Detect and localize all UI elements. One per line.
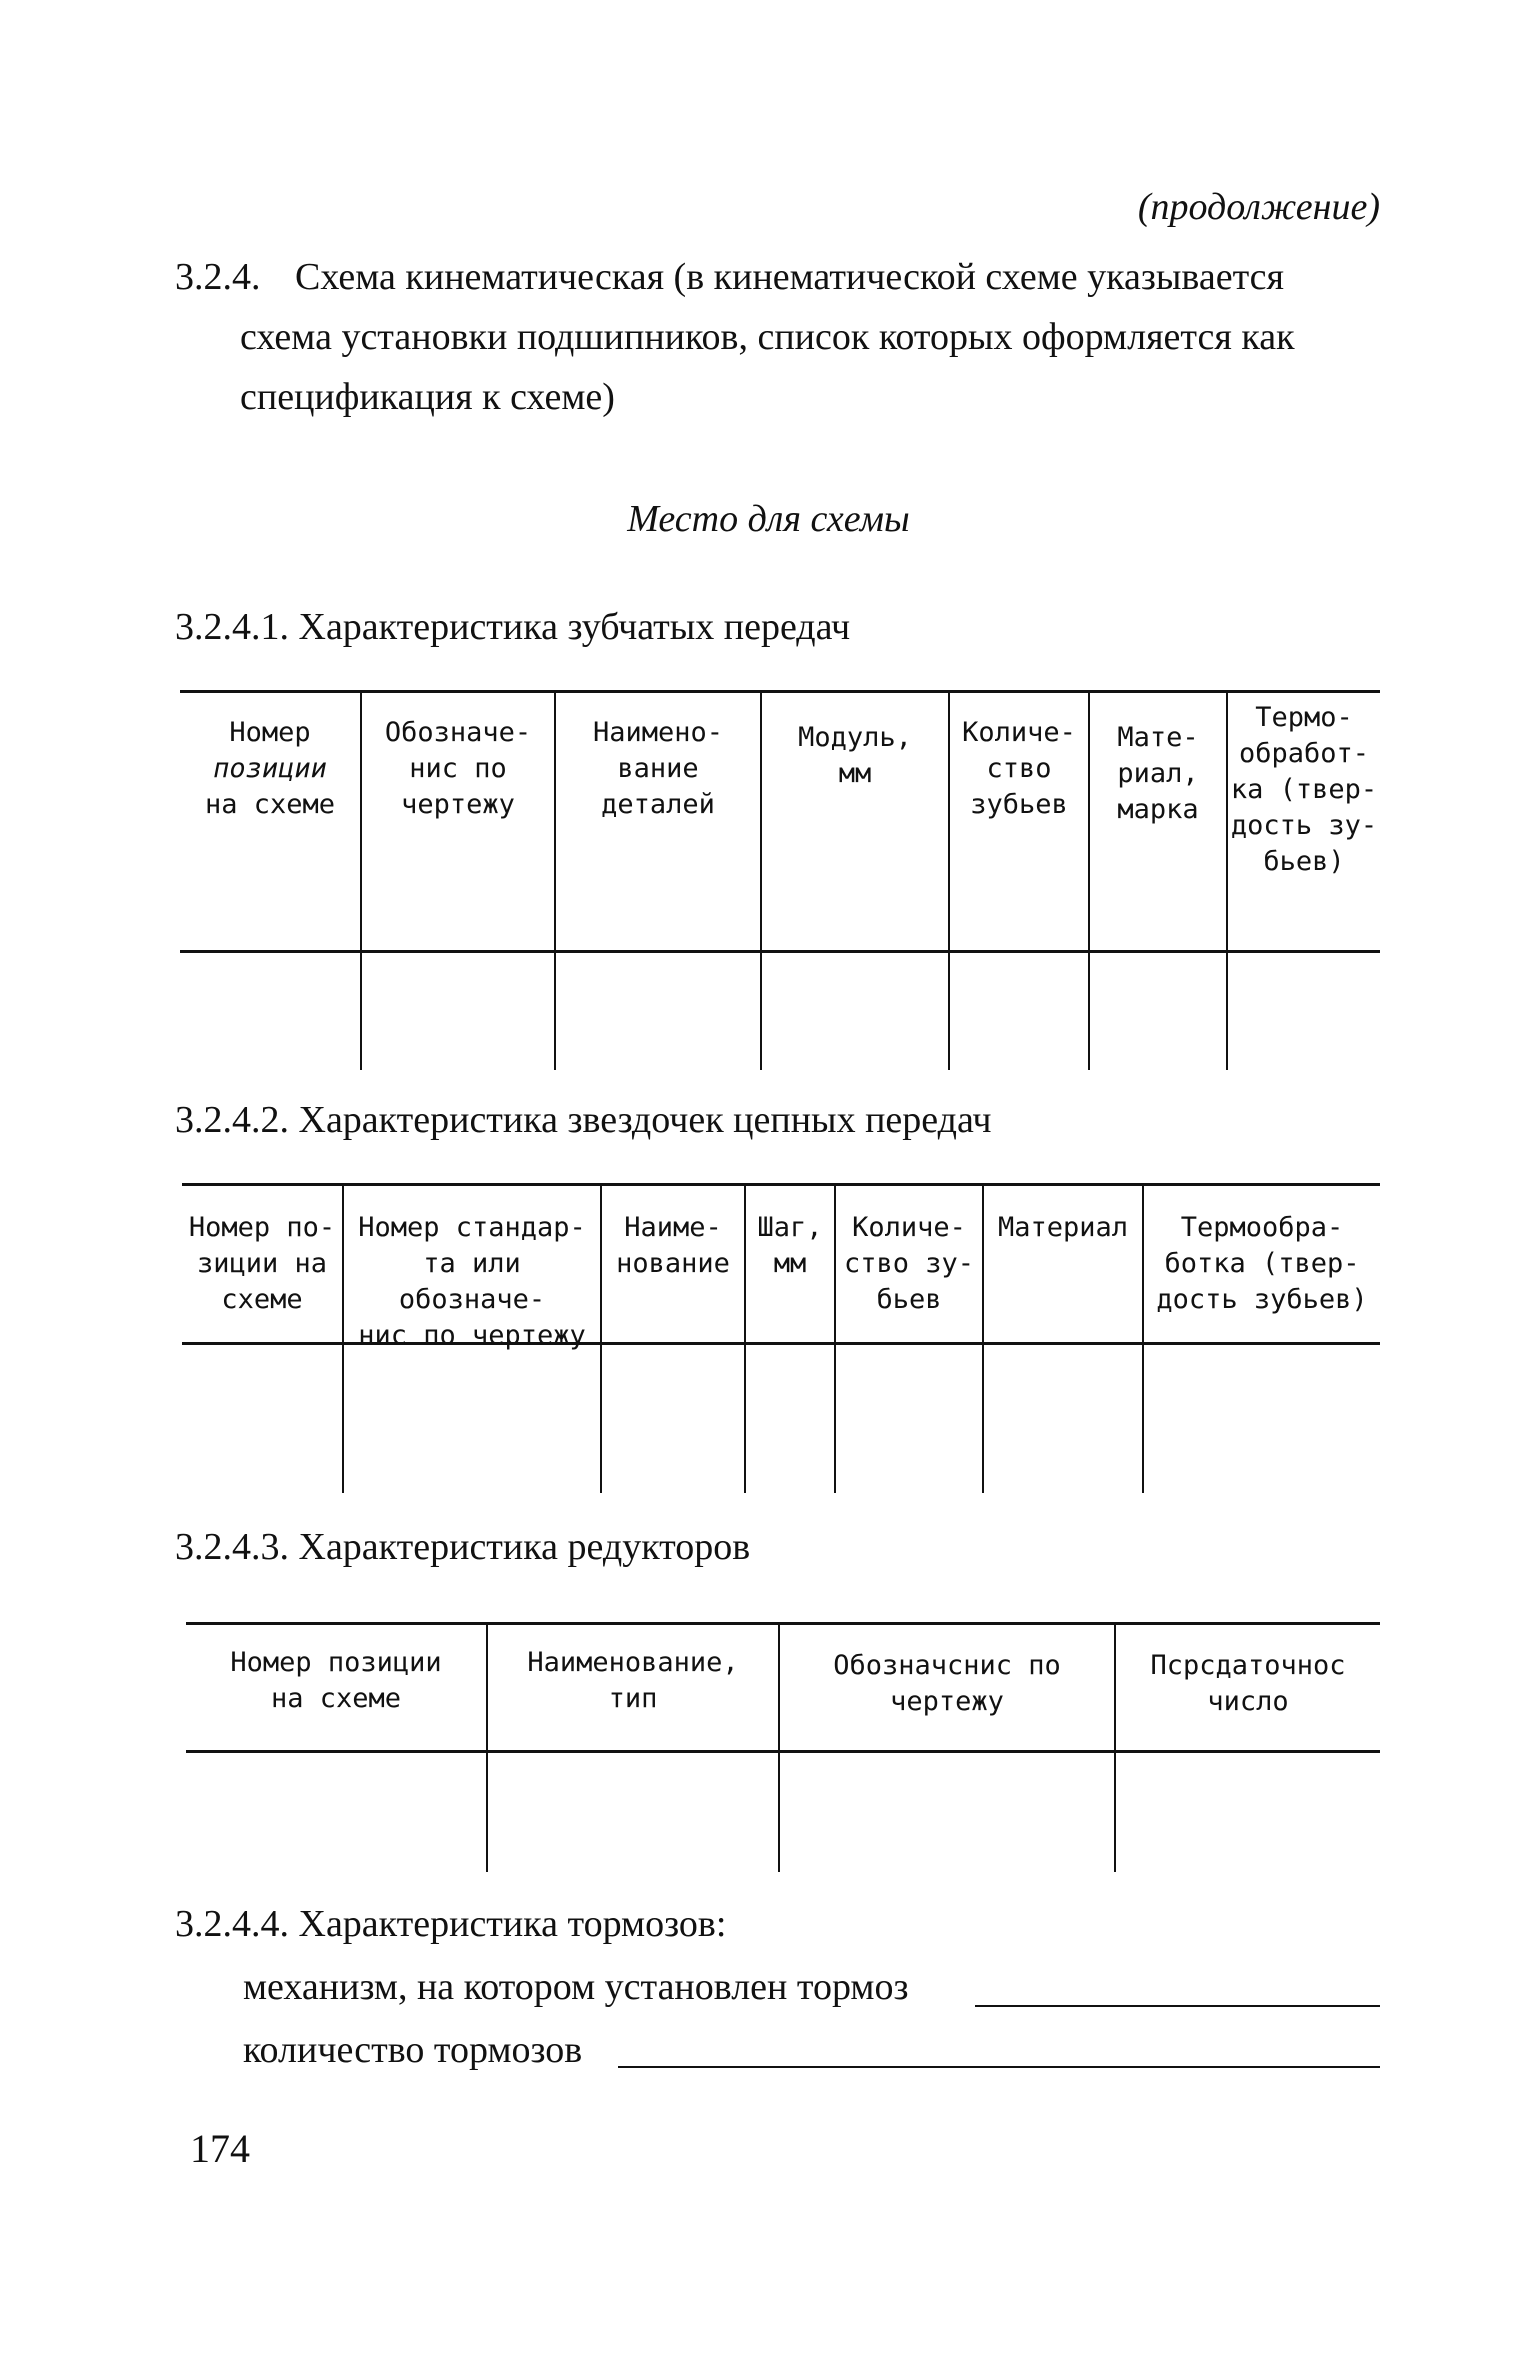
- table2-heading: 3.2.4.2. Характеристика звездочек цепных передач: [175, 1099, 992, 1141]
- table3-heading: 3.2.4.3. Характеристика редукторов: [175, 1526, 751, 1568]
- table3-top-rule: [186, 1622, 1380, 1625]
- paragraph-line-2: схема установки подшипников, список которых оформляется как: [240, 316, 1295, 358]
- brakes-field1-blank[interactable]: [975, 2005, 1380, 2007]
- table1-header-module: Модуль, мм: [798, 722, 912, 789]
- table1-header-heat-treatment: Термо- обработ- ка (твер- дость зу- бьев): [1230, 702, 1378, 877]
- table2-header-pitch: Шаг, мм: [757, 1212, 823, 1279]
- section-3-2-4-paragraph: [175, 247, 1385, 427]
- section-number: 3.2.4.: [175, 256, 261, 298]
- brakes-field2-label: количество тормозов: [243, 2029, 583, 2071]
- table1-header-designation: Обозначе- нис по чертежу: [384, 717, 532, 820]
- table2-top-rule: [182, 1183, 1380, 1186]
- table2-header-position: Номер по- зиции на схеме: [188, 1212, 336, 1315]
- table3-header-name-type: Наименование, тип: [527, 1647, 739, 1714]
- table3-header-position: Номер позиции на схеме: [230, 1647, 442, 1714]
- scheme-placeholder: Место для схемы: [627, 498, 910, 540]
- table3-header-gear-ratio: Псрсдаточнос число: [1150, 1650, 1346, 1717]
- table2-header-name: Наиме- нование: [616, 1212, 730, 1279]
- paragraph-line-3: спецификация к схеме): [240, 376, 615, 418]
- table3-header-designation: Обозначснис по чертежу: [833, 1650, 1061, 1717]
- table2-header-standard: Номер стандар- та или обозначе- нис по чертежу: [358, 1212, 586, 1351]
- page-number: 174: [190, 2126, 250, 2171]
- continuation-label: (продолжение): [1137, 186, 1380, 228]
- table1-header-material: Мате- риал, марка: [1117, 722, 1199, 825]
- table2-header-heat-treatment: Термообра- ботка (твер- дость зубьев): [1156, 1212, 1368, 1315]
- brakes-field1-label: механизм, на котором установлен тормоз: [243, 1966, 909, 2008]
- table2-header-material: Материал: [997, 1212, 1129, 1243]
- table1-header-name: Наимено- вание деталей: [592, 717, 724, 820]
- table2-header-teeth-count: Количе- ство зу- бьев: [843, 1212, 975, 1315]
- brakes-field2-blank[interactable]: [618, 2066, 1380, 2068]
- table1-heading: 3.2.4.1. Характеристика зубчатых передач: [175, 606, 851, 648]
- table1-header-position: Номер позиции на схеме: [204, 717, 336, 820]
- paragraph-line-1: Схема кинематическая (в кинематической схеме указывается: [295, 256, 1285, 298]
- table3-header-rule: [186, 1750, 1380, 1753]
- brakes-heading: 3.2.4.4. Характеристика тормозов:: [175, 1903, 727, 1945]
- table1-header-teeth-count: Количе- ство зубьев: [962, 717, 1076, 820]
